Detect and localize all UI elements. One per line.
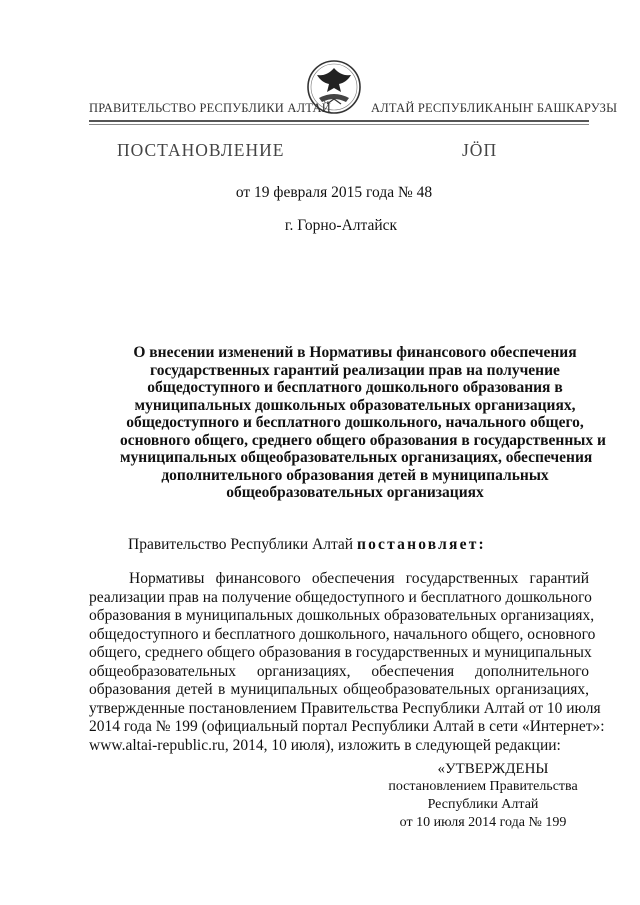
header-government-alt: АЛТАЙ РЕСПУБЛИКАНЫҤ БАШКАРУЗЫ xyxy=(371,101,618,115)
title-line: муниципальных общеобразовательных организациях, обеспечения xyxy=(120,449,593,466)
preamble-text: Правительство Республики Алтай xyxy=(128,536,357,553)
body-line: общеобразовательных организациях, обеспечения дополнительного xyxy=(89,662,589,680)
preamble xyxy=(128,536,486,554)
approval-line: постановлением Правительства xyxy=(388,779,578,794)
document-city: г. Горно-Алтайск xyxy=(284,217,398,234)
body-line: образования детей в муниципальных общеобразовательных организациях, xyxy=(89,681,589,698)
body-line: реализации прав на получение общедоступного и бесплатного дошкольного xyxy=(89,588,592,606)
title-line: государственных гарантий реализации прав на получение xyxy=(150,361,560,379)
approval-head: «УТВЕРЖДЕНЫ xyxy=(437,761,549,777)
body-paragraph xyxy=(89,570,605,755)
document-title xyxy=(120,344,606,502)
title-line: общедоступного и бесплатного дошкольного образования в xyxy=(147,379,563,396)
title-line: муниципальных дошкольных образовательных организациях, xyxy=(134,396,576,414)
body-line: общедоступного и бесплатного дошкольного, начального общего, основного xyxy=(89,625,596,643)
approval-stamp xyxy=(370,760,596,832)
title-line: общеобразовательных организациях xyxy=(226,484,484,501)
preamble-emphasis: постановляет: xyxy=(356,536,486,553)
approval-line: Республики Алтай xyxy=(427,797,539,812)
body-line: 2014 года № 199 (официальный портал Республики Алтай в сети «Интернет»: xyxy=(89,718,605,735)
doc-type-alt: ЈӦП xyxy=(462,140,498,160)
title-line: О внесении изменений в Нормативы финансового обеспечения xyxy=(133,344,577,361)
title-line: общедоступного и бесплатного дошкольного, начального общего, xyxy=(126,414,584,431)
body-line: общего, среднего общего образования в государственных и муниципальных xyxy=(89,644,592,661)
body-line: www.altai-republic.ru, 2014, 10 июля), изложить в следующей редакции: xyxy=(89,736,561,754)
header-government-ru: ПРАВИТЕЛЬСТВО РЕСПУБЛИКИ АЛТАЙ xyxy=(89,101,331,115)
header-rule xyxy=(89,120,589,122)
body-line: утвержденные постановлением Правительства Республики Алтай от 10 июля xyxy=(89,699,601,717)
body-line: Нормативы финансового обеспечения государственных гарантий xyxy=(129,570,589,587)
body-line: образования в муниципальных дошкольных образовательных организациях, xyxy=(89,607,595,624)
doc-type-ru: ПОСТАНОВЛЕНИЕ xyxy=(117,140,285,160)
approval-line: от 10 июля 2014 года № 199 xyxy=(399,815,567,830)
document-date: от 19 февраля 2015 года № 48 xyxy=(235,184,433,201)
title-line: основного общего, среднего общего образования в государственных и xyxy=(120,431,606,449)
title-line: дополнительного образования детей в муниципальных xyxy=(161,466,549,484)
header-rule-thin xyxy=(89,124,589,125)
